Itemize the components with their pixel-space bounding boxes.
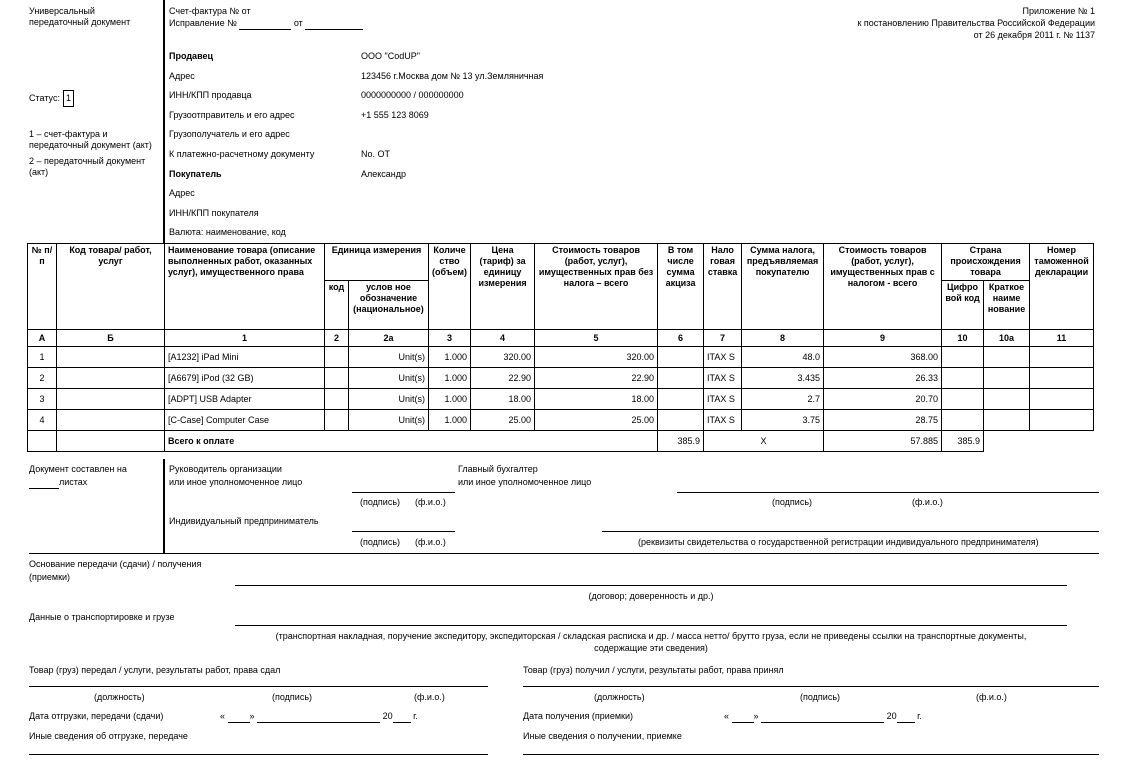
sheets-count-field[interactable] [29,477,59,489]
column-index-cell: 6 [658,330,704,347]
cell-empty [658,410,704,431]
doc-type-title: Универсальный передаточный документ [29,6,131,27]
col-unit-code-header: код [325,281,349,330]
cell-qty: 1.000 [429,347,471,368]
chief-acc-label-1: Главный бухгалтер [458,464,538,474]
handed-fio-caption: (ф.и.о.) [414,692,445,702]
cell-unit: Unit(s) [349,410,429,431]
party-value: ООО "CodUP" [361,51,420,61]
column-index-cell: 4 [471,330,535,347]
entrepreneur-label: Индивидуальный предприниматель [169,516,319,526]
cell-empty [57,389,165,410]
cell-empty [325,368,349,389]
table-row [28,410,1094,431]
handed-position-caption: (должность) [94,692,145,702]
basis-label-2: (приемки) [29,572,71,582]
table-row [28,389,1094,410]
correction-number-field[interactable] [239,18,291,30]
party-label: Адрес [169,188,195,199]
column-index-cell: 10 [942,330,984,347]
ship-day-field[interactable] [228,711,250,723]
head-org-sign-line[interactable] [352,492,455,493]
cell-empty [984,389,1030,410]
handed-sign-line[interactable] [29,686,488,687]
cell-empty [57,368,165,389]
cell-price: 25.00 [471,410,535,431]
cell-cost: 25.00 [535,410,658,431]
col-rate-header: Нало говая ставка [704,244,742,330]
cell-tax: 2.7 [742,389,824,410]
column-index-cell: 8 [742,330,824,347]
col-country-name-header: Краткое наиме нование [984,281,1030,330]
appendix-line-3: от 26 декабря 2011 г. № 1137 [973,30,1095,40]
ship-quote-close: » [249,711,255,721]
certificate-line[interactable] [602,531,1099,532]
col-customs-header: Номер таможенной декларации [1030,244,1094,330]
recv-year-prefix: 20 [886,711,897,721]
cell-n: 3 [28,389,57,410]
head-org-fio-caption: (ф.и.о.) [415,497,446,507]
cell-empty [942,368,984,389]
column-index-cell: Б [57,330,165,347]
party-value: Александр [361,168,407,179]
ship-quote-open: « [220,711,226,721]
col-unit-header: Единица измерения [325,244,429,281]
column-index-cell: 2а [349,330,429,347]
cell-cost: 320.00 [535,347,658,368]
basis-line[interactable] [235,585,1067,586]
column-index-row [28,330,1094,347]
cell-empty [984,368,1030,389]
chief-acc-signature-caption: (подпись) [772,497,813,507]
cell-empty [984,347,1030,368]
ship-year-suffix: г. [413,711,418,721]
cell-rate: ITAX S [704,347,742,368]
cell-rate: ITAX S [704,410,742,431]
party-label: Адрес [169,70,195,81]
col-name-header: Наименование товара (описание выполненных работ, оказанных услуг), имущественного права [165,244,325,330]
column-index-cell: 1 [165,330,325,347]
other-ship-line[interactable] [29,754,488,755]
entrepreneur-signature-caption: (подпись) [360,537,401,547]
received-fio-caption: (ф.и.о.) [976,692,1007,702]
footer-divider [163,459,165,553]
col-cost-with-tax-header: Стоимость товаров (работ, услуг), имущественных прав с налогом - всего [824,244,942,330]
recv-year-field[interactable] [897,711,915,723]
cell-tax: 3.75 [742,410,824,431]
column-index-cell: 10а [984,330,1030,347]
footer-separator [29,553,1099,554]
cell-tax: 48.0 [742,347,824,368]
party-label: Грузополучатель и его адрес [169,129,290,140]
totals-empty-2 [57,431,165,452]
chief-acc-label-2: или иное уполномоченное лицо [458,477,592,487]
party-label: Грузоотправитель и его адрес [169,109,295,120]
col-tax-header: Сумма налога, предъявляемая покупателю [742,244,824,330]
cell-name: [ADPT] USB Adapter [165,389,325,410]
correction-date-field[interactable] [305,18,363,30]
basis-label-1: Основание передачи (сдачи) / получения [29,559,202,569]
transport-note-1: (транспортная накладная, поручение экспедитору, экспедиторская / складская расписка и др. / масса нетто/ брутто груза, если не приведены ссылки на транспортные документы, [275,631,1027,641]
totals-blank [984,431,1094,452]
party-value: +1 555 123 8069 [361,109,429,120]
column-index-cell: А [28,330,57,347]
cell-n: 4 [28,410,57,431]
handed-label: Товар (груз) передал / услуги, результаты работ, права сдал [29,665,281,675]
cell-empty [1030,368,1094,389]
transport-note-2: содержащие эти сведения) [594,643,708,653]
col-unit-name-header: услов ное обозначение (национальное) [349,281,429,330]
party-value: No. OT [361,149,391,159]
col-code-header: Код товара/ работ, услуг [57,244,165,330]
cell-rate: ITAX S [704,368,742,389]
col-cost-no-tax-header: Стоимость товаров (работ, услуг), имущественных прав без налога – всего [535,244,658,330]
correction-from: от [293,18,303,28]
party-label: Покупатель [169,168,222,179]
table-body [28,347,1094,431]
recv-date-field [724,711,922,723]
head-org-label-1: Руководитель организации [169,464,282,474]
cell-empty [1030,347,1094,368]
correction-label: Исправление № [169,18,237,28]
col-excise-header: В том числе сумма акциза [658,244,704,330]
entrepreneur-fio-caption: (ф.и.о.) [415,537,446,547]
cell-unit: Unit(s) [349,389,429,410]
column-index-cell: 9 [824,330,942,347]
cell-name: [C-Case] Computer Case [165,410,325,431]
party-label: К платежно-расчетному документу [169,149,315,159]
received-position-caption: (должность) [594,692,645,702]
correction-line [169,18,363,30]
party-value: 123456 г.Москва дом № 13 ул.Земляничная [361,70,544,81]
ship-year-prefix: 20 [382,711,393,721]
status-legend-1: 1 – счет-фактура и передаточный документ (акт) [29,129,152,150]
col-country-header: Страна происхождения товара [942,244,1030,281]
cell-empty [658,347,704,368]
status-legend-2: 2 – передаточный документ (акт) [29,156,146,177]
appendix-line-2: к постановлению Правительства Российской Федерации [857,18,1095,28]
transport-line[interactable] [235,625,1067,626]
party-label: ИНН/КПП продавца [169,90,252,101]
ship-date-field [220,711,418,723]
entrepreneur-sign-line[interactable] [352,531,455,532]
cell-total: 20.70 [824,389,942,410]
cell-total: 28.75 [824,410,942,431]
handed-signature-caption: (подпись) [272,692,313,702]
totals-row [28,431,1094,452]
recv-quote-open: « [724,711,730,721]
other-recv-label: Иные сведения о получении, приемке [523,731,682,741]
totals-tax: 57.885 [824,431,942,452]
col-price-header: Цена (тариф) за единицу измерения [471,244,535,330]
ship-date-label: Дата отгрузки, передачи (сдачи) [29,711,164,721]
party-value: 0000000000 / 000000000 [361,90,464,101]
cell-empty [57,410,165,431]
other-ship-label: Иные сведения об отгрузке, передаче [29,731,188,741]
status-label: Статус: [29,92,60,103]
cell-empty [325,347,349,368]
cell-price: 22.90 [471,368,535,389]
recv-day-field[interactable] [732,711,754,723]
totals-total: 385.9 [942,431,984,452]
cell-empty [942,410,984,431]
ship-month-field[interactable] [257,711,380,723]
recv-year-suffix: г. [917,711,922,721]
column-index-cell: 2 [325,330,349,347]
goods-table [27,243,1094,452]
status-value[interactable]: 1 [63,90,74,107]
cell-empty [1030,410,1094,431]
certificate-caption: (реквизиты свидетельства о государственной регистрации индивидуального предпринимателя) [638,537,1039,547]
received-sign-line[interactable] [523,686,1099,687]
cell-rate: ITAX S [704,389,742,410]
cell-empty [325,410,349,431]
cell-cost: 18.00 [535,389,658,410]
received-label: Товар (груз) получил / услуги, результаты работ, права принял [523,665,784,675]
col-qty-header: Количе ство (объем) [429,244,471,330]
invoice-number-line: Счет-фактура № от [169,6,251,16]
column-index-cell: 3 [429,330,471,347]
cell-name: [A6679] iPod (32 GB) [165,368,325,389]
table-row [28,347,1094,368]
cell-n: 1 [28,347,57,368]
totals-label: Всего к оплате [165,431,658,452]
sheets-label: листах [59,477,88,487]
party-label: Продавец [169,51,214,61]
totals-empty-1 [28,431,57,452]
cell-total: 368.00 [824,347,942,368]
cell-unit: Unit(s) [349,368,429,389]
head-org-signature-caption: (подпись) [360,497,401,507]
totals-cost: 385.9 [658,431,704,452]
party-label: ИНН/КПП покупателя [169,207,259,218]
cell-price: 320.00 [471,347,535,368]
cell-empty [1030,389,1094,410]
cell-cost: 22.90 [535,368,658,389]
cell-empty [325,389,349,410]
cell-n: 2 [28,368,57,389]
transport-label: Данные о транспортировке и грузе [29,612,175,622]
status-field [29,90,74,107]
cell-name: [A1232] iPad Mini [165,347,325,368]
cell-empty [984,410,1030,431]
received-signature-caption: (подпись) [800,692,841,702]
cell-empty [942,347,984,368]
header-divider [163,0,165,243]
sheets-line [29,477,87,489]
cell-qty: 1.000 [429,389,471,410]
cell-empty [942,389,984,410]
cell-empty [658,389,704,410]
recv-date-label: Дата получения (приемки) [523,711,633,721]
appendix-line-1: Приложение № 1 [1022,6,1095,16]
cell-qty: 1.000 [429,368,471,389]
cell-total: 26.33 [824,368,942,389]
header-row-1 [28,244,1094,281]
ship-year-field[interactable] [393,711,411,723]
cell-tax: 3.435 [742,368,824,389]
chief-acc-sign-line[interactable] [677,492,1099,493]
doc-composed-label: Документ составлен на [29,464,127,474]
table-row [28,368,1094,389]
other-recv-line[interactable] [523,754,1099,755]
chief-acc-fio-caption: (ф.и.о.) [912,497,943,507]
col-country-code-header: Цифро вой код [942,281,984,330]
col-num-header: № п/п [28,244,57,330]
cell-empty [57,347,165,368]
recv-month-field[interactable] [761,711,884,723]
cell-qty: 1.000 [429,410,471,431]
head-org-label-2: или иное уполномоченное лицо [169,477,303,487]
recv-quote-close: » [753,711,759,721]
totals-excise: X [704,431,824,452]
cell-empty [658,368,704,389]
cell-price: 18.00 [471,389,535,410]
basis-note: (договор; доверенность и др.) [588,591,714,601]
column-index-cell: 7 [704,330,742,347]
column-index-cell: 5 [535,330,658,347]
cell-unit: Unit(s) [349,347,429,368]
column-index-cell: 11 [1030,330,1094,347]
party-label: Валюта: наименование, код [169,227,286,238]
